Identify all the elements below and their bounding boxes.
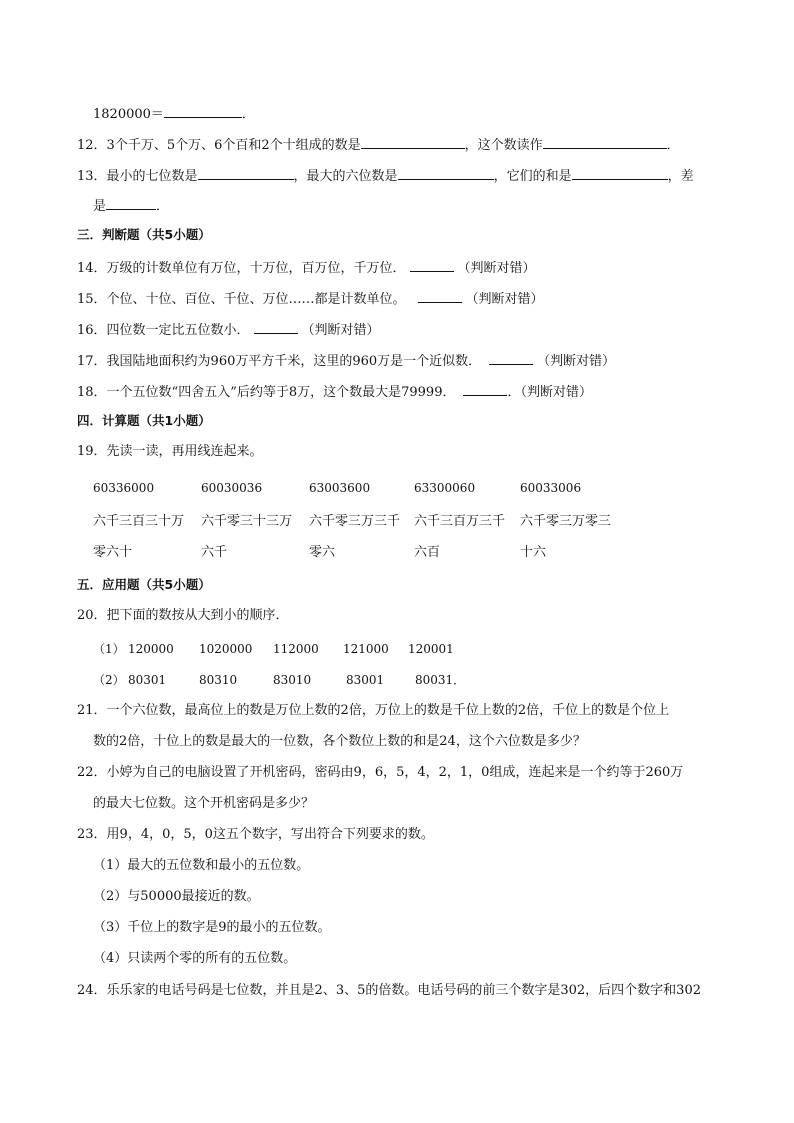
- question-18: 18．一个五位数“四舍五入”后约等于8万，这个数最大是79999． ．（判断对错）: [77, 381, 592, 402]
- question-11-line: 1820000＝ ．: [93, 103, 255, 124]
- number-item: 60033006: [520, 481, 582, 495]
- number-item: 80301: [128, 673, 167, 687]
- section-heading-calculation: 四．计算题（共1小题）: [77, 413, 211, 428]
- word-item: 六千三百三十万: [93, 514, 185, 529]
- question-14: 14．万级的计数单位有万位，十万位，百万位，千万位． （判断对错）: [77, 257, 536, 278]
- number-item: 121000: [343, 642, 389, 656]
- word-item-cont: 十六: [520, 545, 547, 560]
- question-19-text: 19．先读一读，再用线连起来。: [77, 444, 263, 459]
- question-13-text: 13．最小的七位数是: [77, 169, 198, 184]
- question-23-item: （3）千位上的数字是9的最小的五位数。: [93, 920, 331, 935]
- number-item: 112000: [273, 642, 319, 656]
- answer-blank[interactable]: [106, 195, 156, 210]
- answer-blank[interactable]: [572, 165, 668, 180]
- number-item: 60030036: [201, 481, 263, 495]
- word-item: 六千零三十三万: [201, 514, 293, 529]
- answer-blank[interactable]: [489, 350, 533, 365]
- answer-blank[interactable]: [410, 257, 454, 272]
- word-item: 六千三百万三千: [414, 514, 506, 529]
- answer-blank[interactable]: [398, 165, 494, 180]
- number-item: 80031．: [415, 673, 466, 687]
- question-22-line1: 22．小婷为自己的电脑设置了开机密码，密码由9，6，5，4，2，1，0组成，连起来是一个约等于260万: [77, 765, 684, 780]
- word-item-cont: 六百: [414, 545, 441, 560]
- answer-blank[interactable]: [361, 134, 465, 149]
- answer-blank[interactable]: [254, 319, 298, 334]
- question-13-line2: 是 ．: [93, 195, 169, 216]
- question-13: 13．最小的七位数是 ，最大的六位数是 ，它们的和是 ，差: [77, 165, 694, 186]
- word-item-cont: 零六十: [93, 545, 133, 560]
- answer-blank[interactable]: [543, 134, 667, 149]
- question-11-text: 1820000＝: [93, 107, 164, 122]
- section-heading-judgement: 三．判断题（共5小题）: [77, 227, 211, 242]
- question-23-item: （1）最大的五位数和最小的五位数。: [93, 858, 310, 873]
- question-12-text: 12．3个千万、5个万、6个百和2个十组成的数是: [77, 138, 361, 153]
- question-24-text: 24．乐乐家的电话号码是七位数，并且是2、3、5的倍数。电话号码的前三个数字是302，后四个数字和302: [77, 983, 701, 998]
- number-item: 1020000: [199, 642, 253, 656]
- answer-blank[interactable]: [198, 165, 294, 180]
- section-heading-application: 五．应用题（共5小题）: [77, 577, 211, 592]
- word-item: 六千零三万零三: [520, 514, 612, 529]
- question-23-item: （4）只读两个零的所有的五位数。: [93, 951, 297, 966]
- number-item: 63003600: [309, 481, 371, 495]
- number-item: 120000: [128, 642, 174, 656]
- question-20-text: 20．把下面的数按从大到小的顺序．: [77, 608, 289, 623]
- answer-blank[interactable]: [463, 381, 507, 396]
- answer-blank[interactable]: [164, 103, 242, 118]
- question-23-item: （2）与50000最接近的数。: [93, 889, 260, 904]
- row-label: （1）: [93, 642, 125, 656]
- question-15: 15．个位、十位、百位、千位、万位……都是计数单位。 （判断对错）: [77, 288, 544, 309]
- question-17: 17．我国陆地面积约为960万平方千米，这里的960万是一个近似数． （判断对错）: [77, 350, 615, 371]
- question-21-line1: 21．一个六位数，最高位上的数是万位上数的2倍，万位上的数是千位上数的2倍，千位上的数是个位上: [77, 703, 670, 718]
- question-23-text: 23．用9，4，0，5，0这五个数字，写出符合下列要求的数。: [77, 827, 434, 842]
- number-item: 60336000: [93, 481, 155, 495]
- number-item: 83010: [273, 673, 312, 687]
- word-item: 六千零三万三千: [309, 514, 401, 529]
- question-21-line2: 数的2倍，十位上的数是最大的一位数，各个数位上数的和是24，这个六位数是多少？: [93, 734, 586, 749]
- number-item: 63300060: [414, 481, 476, 495]
- number-item: 83001: [346, 673, 385, 687]
- word-item-cont: 六千: [201, 545, 228, 560]
- word-item-cont: 零六: [309, 545, 336, 560]
- answer-blank[interactable]: [418, 288, 462, 303]
- row-label: （2）: [93, 673, 125, 687]
- question-12: 12．3个千万、5个万、6个百和2个十组成的数是 ，这个数读作 ．: [77, 134, 680, 155]
- question-16: 16．四位数一定比五位数小． （判断对错）: [77, 319, 380, 340]
- question-22-line2: 的最大七位数。这个开机密码是多少？: [93, 796, 315, 811]
- number-item: 80310: [199, 673, 238, 687]
- number-item: 120001: [408, 642, 454, 656]
